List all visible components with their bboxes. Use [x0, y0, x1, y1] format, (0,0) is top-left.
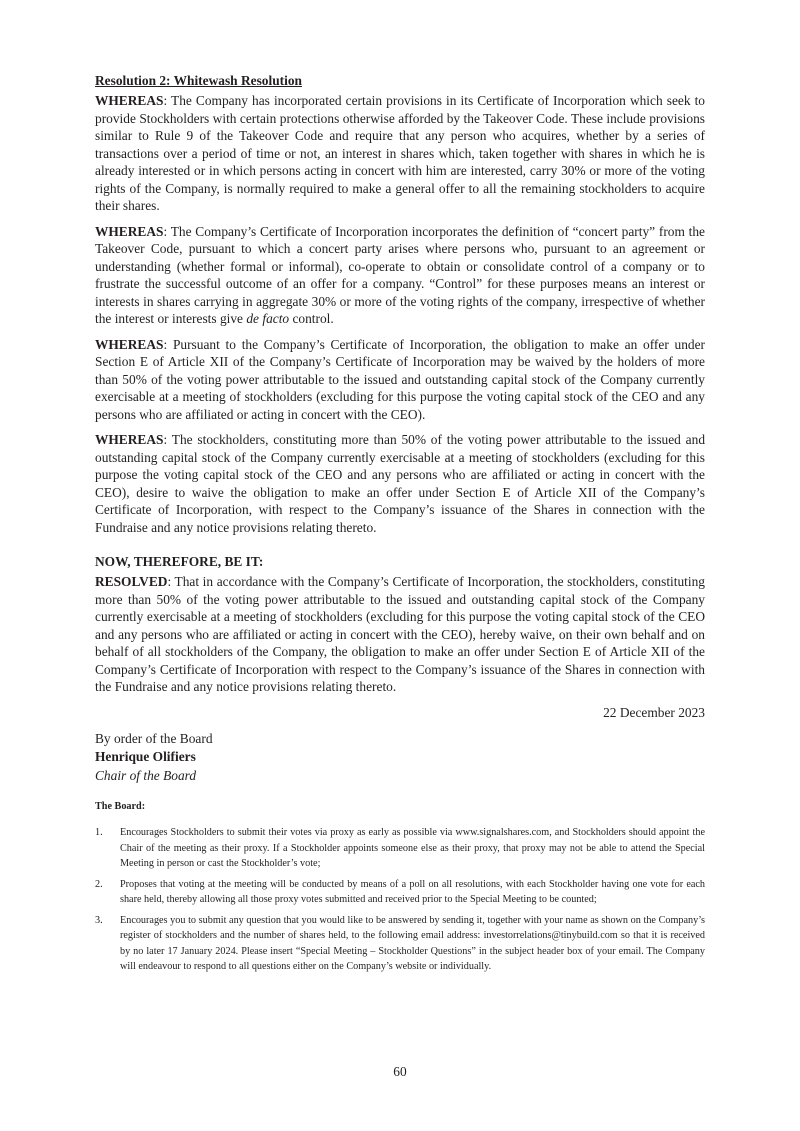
whereas-paragraph-2: WHEREAS: The Company’s Certificate of Incorporation incorporates the definition of “concert party” from the Takeover Code, pursuant to which a concert party arises where persons who, pursuant to an agreement or understanding (whether formal or informal), co-operate to obtain or consolidate control of a company or to frustrate the successful outcome of an offer for a company. “Control” for these purposes means an interest or interests in shares carrying in aggregate 30% or more of the voting rights of the company, irrespective of whether the interest or interests give de facto control.	[95, 223, 705, 326]
board-items-list	[95, 825, 705, 975]
list-item-number: 3.	[95, 914, 103, 926]
whereas-text-2: The Company’s Certificate of Incorporation incorporates the definition of “concert party” from the Takeover Code, pursuant to which a concert party arises where persons who, pursuant to an agreement or understanding (whether formal or informal), co-operate to obtain or consolidate control of a company or to frustrate the successful outcome of an offer for a company. “Control” for these purposes means an interest or interests in shares carrying in aggregate 30% or more of the voting rights of the company, irrespective of whether the interest or interests give	[95, 223, 705, 326]
whereas-paragraph-3: WHEREAS: Pursuant to the Company’s Certificate of Incorporation, the obligation to make an offer under Section E of Article XII of the Company’s Certificate of Incorporation may be waived by the holders of more than 50% of the voting power attributable to the issued and outstanding capital stock of the Company currently exercisable at a meeting of stockholders (excluding for this purpose the voting capital stock of the CEO and any persons who are affiliated or acting in concert with the CEO).	[95, 336, 705, 422]
page-number: 60	[393, 1064, 407, 1079]
list-item	[95, 825, 705, 872]
signatory-title: Chair of the Board	[95, 767, 197, 783]
list-item-text: Proposes that voting at the meeting will be conducted by means of a poll on all resolutions, with each Stockholder having one vote for each share held, thereby allowing all those proxy votes submitted and received prior to the Special Meeting to be counted;	[120, 878, 705, 905]
document-page	[95, 72, 705, 980]
resolution-heading: Resolution 2: Whitewash Resolution	[95, 73, 302, 88]
whereas-text-3: Pursuant to the Company’s Certificate of Incorporation, the obligation to make an offer under Section E of Article XII of the Company’s Certificate of Incorporation may be waived by the holders of more than 50% of the voting power attributable to the issued and outstanding capital stock of the Company currently exercisable at a meeting of stockholders (excluding for this purpose the voting capital stock of the CEO and any persons who are affiliated or acting in concert with the CEO).	[95, 336, 705, 422]
list-item	[95, 913, 705, 975]
whereas-label: WHEREAS	[95, 93, 164, 108]
list-item-number: 1.	[95, 827, 103, 838]
signatory-name: Henrique Olifiers	[95, 749, 196, 764]
resolution-date: 22 December 2023	[603, 704, 705, 720]
board-heading: The Board:	[95, 801, 146, 812]
resolved-text: That in accordance with the Company’s Certificate of Incorporation, the stockholders, constituting more than 50% of the voting power attributable to the issued and outstanding capital stock of the Company currently exercisable at a meeting of stockholders (excluding for this purpose the voting capital stock of the CEO and any persons who are affiliated or acting in concert with the CEO), hereby waive, on their own behalf and on behalf of all stockholders of the Company, the obligation to make an offer under Section E of Article XII of the Company’s Certificate of Incorporation with respect to the Company’s issuance of the Shares in connection with the Fundraise and any notice provisions relating thereto.	[95, 574, 706, 694]
resolved-paragraph: RESOLVED: That in accordance with the Company’s Certificate of Incorporation, the stockholders, constituting more than 50% of the voting power attributable to the issued and outstanding capital stock of the Company currently exercisable at a meeting of stockholders (excluding for this purpose the voting capital stock of the CEO and any persons who are affiliated or acting in concert with the CEO), hereby waive, on their own behalf and on behalf of all stockholders of the Company, the obligation to make an offer under Section E of Article XII of the Company’s Certificate of Incorporation with respect to the Company’s issuance of the Shares in connection with the Fundraise and any notice provisions relating thereto.	[95, 574, 706, 694]
list-item-text: Encourages you to submit any question that you would like to be answered by sending it, together with your name as shown on the Company’s register of stockholders and the number of shares held, to the following email address: investorrelations@tinybuild.com so that it is received by no later 17 January 2024. Please insert “Special Meeting – Stockholder Questions” in the subject header box of your email. The Company will endeavour to respond to all questions either on the Company’s website or individually.	[120, 914, 705, 972]
list-item	[95, 877, 705, 908]
whereas-text-1: The Company has incorporated certain provisions in its Certificate of Incorporation which seek to provide Stockholders with certain protections otherwise afforded by the Takeover Code. These include provisions similar to Rule 9 of the Takeover Code and require that any person who acquires, whether by a series of transactions over a period of time or not, an interest in shares which, taken together with shares in which he is already interested or in which persons acting in concert with him are interested, carry 30% or more of the voting rights of the Company, is normally required to make a general offer to all the remaining stockholders to acquire their shares.	[95, 93, 706, 213]
whereas-text-4: The stockholders, constituting more than 50% of the voting power attributable to the issued and outstanding capital stock of the Company currently exercisable at a meeting of stockholders (excluding for this purpose the voting capital stock of the CEO and any persons who are affiliated or acting in concert with the CEO), desire to waive the obligation to make an offer under Section E of Article XII of the Company’s Certificate of Incorporation, with respect to the Company’s issuance of the Shares in connection with the Fundraise and any notice provisions relating thereto.	[95, 432, 706, 535]
whereas-paragraph-1: WHEREAS: The Company has incorporated certain provisions in its Certificate of Incorporation which seek to provide Stockholders with certain protections otherwise afforded by the Takeover Code. These include provisions similar to Rule 9 of the Takeover Code and require that any person who acquires, whether by a series of transactions over a period of time or not, an interest in shares which, taken together with shares in which he is already interested or in which persons acting in concert with him are interested, carry 30% or more of the voting rights of the Company, is normally required to make a general offer to all the remaining stockholders to acquire their shares.	[95, 93, 706, 213]
by-order-text: By order of the Board	[95, 730, 213, 746]
whereas-label: WHEREAS	[95, 432, 164, 447]
list-item-number: 2.	[95, 878, 103, 890]
now-therefore-heading: NOW, THEREFORE, BE IT:	[95, 554, 264, 569]
list-item-text: Encourages Stockholders to submit their votes via proxy as early as possible via www.signalshares.com, and Stockholders should appoint the Chair of the meeting as their proxy. If a Stockholder appoints someone else as their proxy, that proxy may not be able to attend the Special Meeting in person or cast the Stockholder’s vote;	[120, 827, 705, 869]
resolved-label: RESOLVED	[95, 574, 168, 589]
whereas-text-2-end: control.	[289, 311, 334, 326]
signature-block	[95, 730, 705, 786]
whereas-label: WHEREAS	[95, 223, 164, 239]
whereas-label: WHEREAS	[95, 336, 164, 352]
de-facto-italic: de facto	[246, 311, 290, 326]
whereas-paragraph-4: WHEREAS: The stockholders, constituting more than 50% of the voting power attributable to the issued and outstanding capital stock of the Company currently exercisable at a meeting of stockholders (excluding for this purpose the voting capital stock of the CEO and any persons who are affiliated or acting in concert with the CEO), desire to waive the obligation to make an offer under Section E of Article XII of the Company’s Certificate of Incorporation, with respect to the Company’s issuance of the Shares in connection with the Fundraise and any notice provisions relating thereto.	[95, 432, 706, 535]
